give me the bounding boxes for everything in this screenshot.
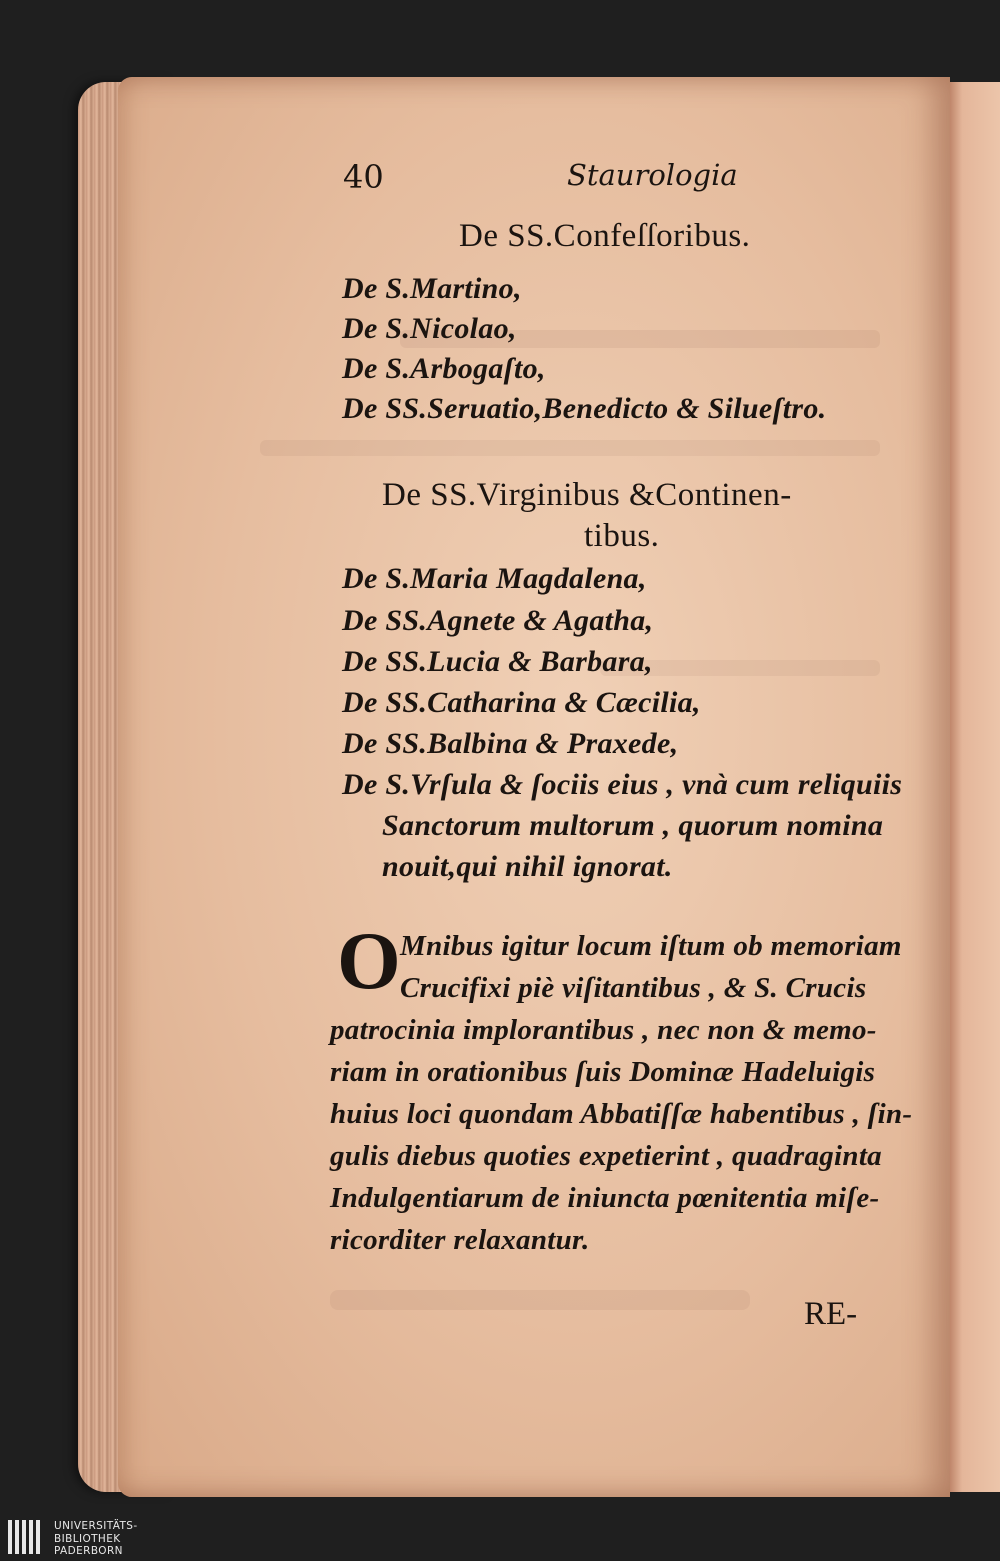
library-name	[54, 1520, 138, 1558]
catchword: RE-	[804, 1296, 858, 1332]
section-heading-virgins-line1: De SS.Virginibus &Continen-	[382, 477, 792, 513]
list-item: De S.Maria Magdalena,	[342, 562, 647, 595]
list-item-continued: nouit,qui nihil ignorat.	[382, 850, 673, 883]
paragraph-line: Mnibus igitur locum iſtum ob memoriam	[400, 930, 902, 962]
drop-cap: O	[337, 915, 401, 1006]
paragraph-line: patrocinia implorantibus , nec non & memo-	[330, 1014, 877, 1046]
list-item: De SS.Catharina & Cæcilia,	[342, 686, 701, 719]
list-item: De S.Arbogaſto,	[342, 352, 546, 385]
library-logo-icon	[6, 1518, 46, 1558]
list-item: De SS.Seruatio,Benedicto & Silueſtro.	[342, 392, 827, 425]
list-item-continued: Sanctorum multorum , quorum nomina	[382, 809, 884, 842]
list-item: De S.Martino,	[342, 272, 522, 305]
paragraph-line: gulis diebus quoties expetierint , quadraginta	[330, 1140, 882, 1172]
section-heading-virgins-line2: tibus.	[584, 518, 660, 554]
paragraph-line: huius loci quondam Abbatiſſæ habentibus , ſin-	[330, 1098, 913, 1130]
list-item: De SS.Agnete & Agatha,	[342, 604, 654, 637]
library-name-line: UNIVERSITÄTS-	[54, 1520, 138, 1532]
paragraph-line: riam in orationibus ſuis Dominæ Hadeluigis	[330, 1056, 876, 1088]
section-heading-confessors: De SS.Confeſſoribus.	[459, 218, 751, 254]
paragraph-line: ricorditer relaxantur.	[330, 1224, 590, 1256]
list-item: De S.Nicolao,	[342, 312, 517, 345]
library-name-line: BIBLIOTHEK	[54, 1532, 121, 1545]
running-head: Staurologia	[567, 158, 738, 192]
page-number: 40	[343, 158, 384, 196]
list-item: De S.Vrſula & ſociis eius , vnà cum reliquiis	[342, 768, 903, 801]
paragraph-line: Crucifixi piè viſitantibus , & S. Crucis	[400, 972, 867, 1004]
list-item: De SS.Balbina & Praxede,	[342, 727, 679, 760]
list-item: De SS.Lucia & Barbara,	[342, 645, 653, 678]
paragraph-line: Indulgentiarum de iniuncta pœnitentia miſe-	[330, 1182, 880, 1214]
library-name-line: PADERBORN	[54, 1545, 123, 1557]
